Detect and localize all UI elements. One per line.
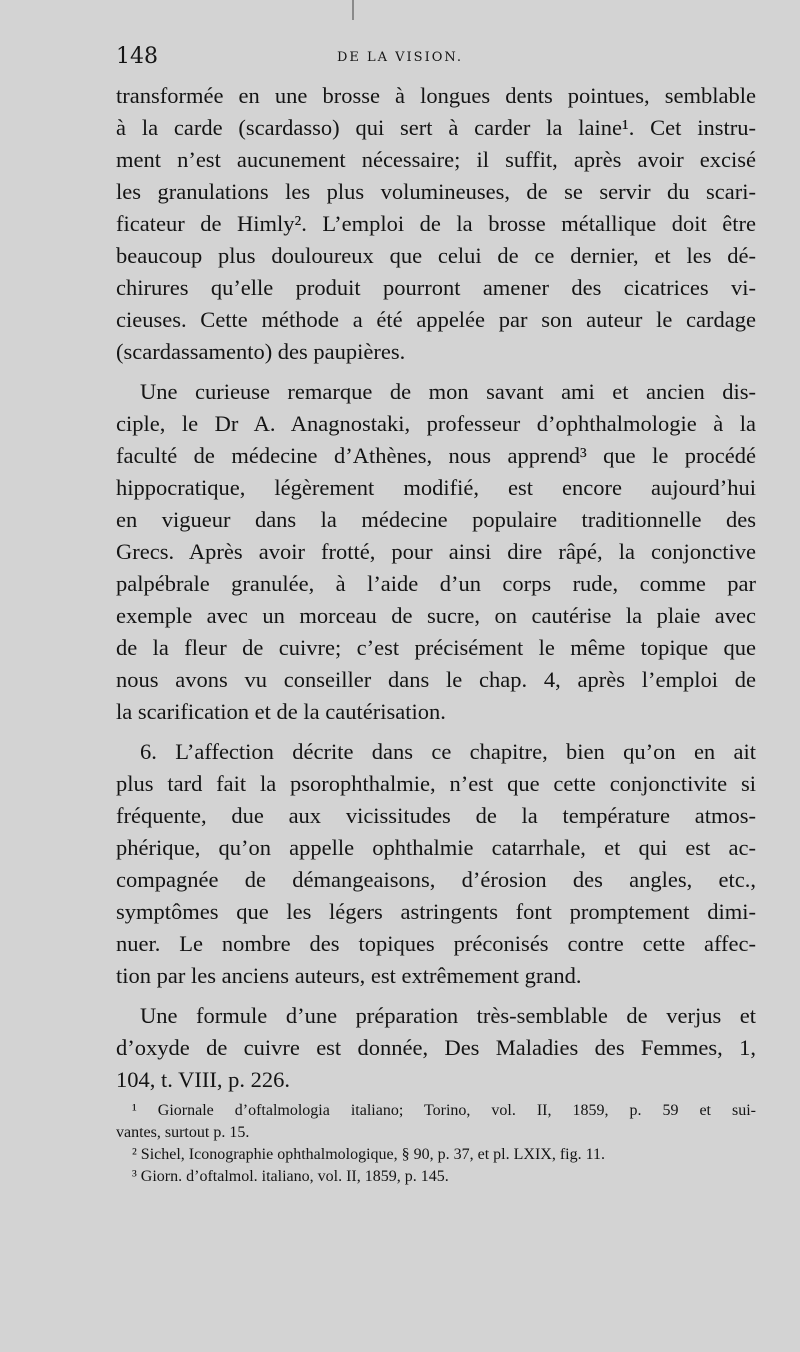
text-line: beaucoup plus douloureux que celui de ce dernier, et les dé- [116, 243, 756, 268]
text-line: faculté de médecine d’Athènes, nous apprend³ que le procédé [116, 443, 756, 468]
text-line: ciple, le Dr A. Anagnostaki, professeur d’ophthalmologie à la [116, 411, 756, 436]
footnote-line: ¹ Giornale d’oftalmologia italiano; Torino, vol. II, 1859, p. 59 et sui- [132, 1102, 756, 1119]
page-number: 148 [116, 44, 158, 69]
text-line: la scarification et de la cautérisation. [116, 699, 446, 724]
text-line: les granulations les plus volumineuses, de se servir du scari- [116, 179, 756, 204]
footnote-line: vantes, surtout p. 15. [116, 1124, 250, 1141]
text-line: d’oxyde de cuivre est donnée, Des Maladies des Femmes, 1, [116, 1035, 756, 1060]
text-line: 6. L’affection décrite dans ce chapitre, bien qu’on en ait [140, 739, 756, 764]
running-head [0, 44, 800, 74]
text-line: nuer. Le nombre des topiques préconisés contre cette affec- [116, 931, 756, 956]
text-line: de la fleur de cuivre; c’est précisément le même topique que [116, 635, 756, 660]
text-line: 104, t. VIII, p. 226. [116, 1067, 290, 1092]
footnote-line: ³ Giorn. d’oftalmol. italiano, vol. II, 1859, p. 145. [132, 1168, 449, 1185]
text-line: tion par les anciens auteurs, est extrêmement grand. [116, 963, 582, 988]
body-text [116, 80, 756, 1096]
text-line: ficateur de Himly². L’emploi de la brosse métallique doit être [116, 211, 756, 236]
footnotes [116, 1100, 756, 1188]
text-line: transformée en une brosse à longues dents pointues, semblable [116, 83, 756, 108]
text-line: cieuses. Cette méthode a été appelée par son auteur le cardage [116, 307, 756, 332]
text-line: (scardassamento) des paupières. [116, 339, 406, 364]
text-line: symptômes que les légers astringents font promptement dimi- [116, 899, 756, 924]
text-line: Une curieuse remarque de mon savant ami et ancien dis- [140, 379, 756, 404]
text-line: nous avons vu conseiller dans le chap. 4, après l’emploi de [116, 667, 756, 692]
text-line: ment n’est aucunement nécessaire; il suffit, après avoir excisé [116, 147, 756, 172]
text-line: Grecs. Après avoir frotté, pour ainsi dire râpé, la conjonctive [116, 539, 756, 564]
text-line: à la carde (scardasso) qui sert à carder la laine¹. Cet instru- [116, 115, 756, 140]
text-line: hippocratique, légèrement modifié, est encore aujourd’hui [116, 475, 756, 500]
text-line: fréquente, due aux vicissitudes de la température atmos- [116, 803, 756, 828]
text-line: palpébrale granulée, à l’aide d’un corps rude, comme par [116, 571, 756, 596]
text-line: chirures qu’elle produit pourront amener des cicatrices vi- [116, 275, 756, 300]
running-title: DE LA VISION. [336, 50, 464, 65]
text-line: exemple avec un morceau de sucre, on cautérise la plaie avec [116, 603, 756, 628]
paper-mark [352, 0, 354, 20]
text-line: phérique, qu’on appelle ophthalmie catarrhale, et qui est ac- [116, 835, 756, 860]
text-line: en vigueur dans la médecine populaire traditionnelle des [116, 507, 756, 532]
text-line: plus tard fait la psorophthalmie, n’est que cette conjonctivite si [116, 771, 756, 796]
text-line: compagnée de démangeaisons, d’érosion des angles, etc., [116, 867, 756, 892]
footnote-line: ² Sichel, Iconographie ophthalmologique, § 90, p. 37, et pl. LXIX, fig. 11. [132, 1146, 606, 1163]
text-line: Une formule d’une préparation très-semblable de verjus et [140, 1003, 756, 1028]
